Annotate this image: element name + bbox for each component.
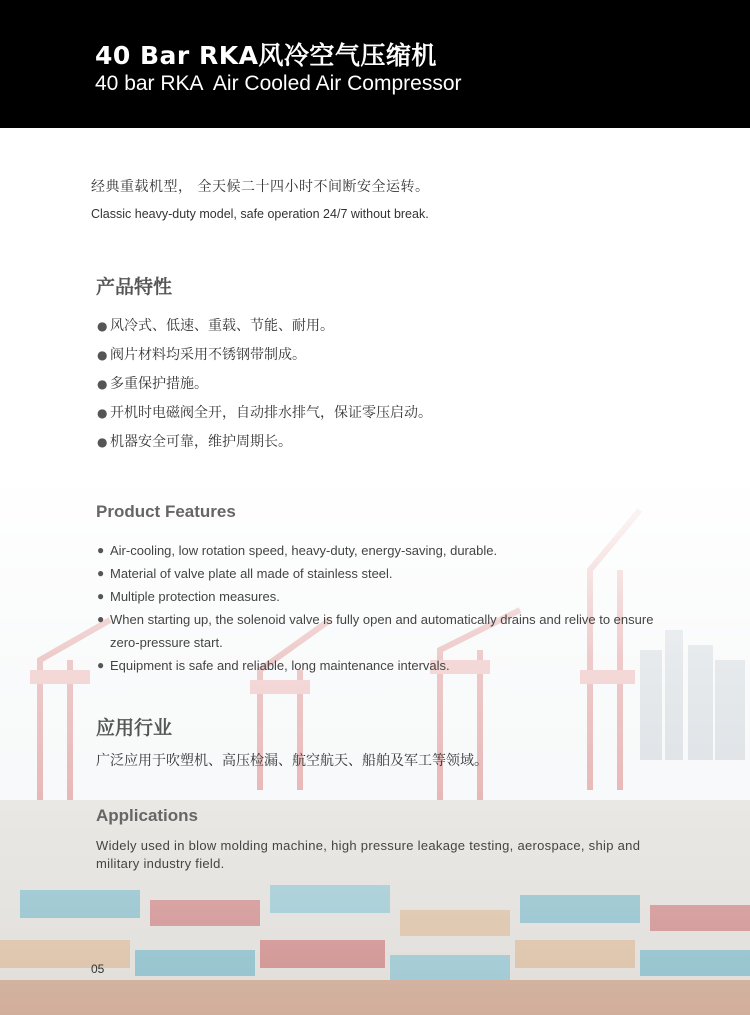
applications-text-cn: 广泛应用于吹塑机、高压检漏、航空航天、船舶及军工等领域。 [96,753,488,769]
list-item: ● When starting up, the solenoid valve is fully open and automatically drains and relive to ensure zero-pressure start. [96,608,686,654]
bullet-icon: ● [97,566,105,580]
bullet-icon: ● [97,406,108,420]
bullet-icon: ● [97,543,105,557]
bullet-icon: ● [97,612,105,626]
list-item: ● 风冷式、低速、重载、节能、耐用。 [97,318,334,334]
list-item: ● 开机时电磁阀全开，自动排水排气，保证零压启动。 [97,405,432,421]
bullet-icon: ● [97,589,105,603]
list-item: ● Material of valve plate all made of stainless steel. [96,562,686,585]
features-heading-cn: 产品特性 [96,276,173,298]
features-heading-en: Product Features [96,502,236,521]
list-item: ● 阀片材料均采用不锈钢带制成。 [97,347,306,363]
page-number: 05 [91,962,105,976]
applications-heading-en: Applications [96,806,199,825]
list-item: ● 多重保护措施。 [97,376,208,392]
applications-text-en: Widely used in blow molding machine, high pressure leakage testing, aerospace, ship and military industry field. [96,838,641,871]
list-item: ● 机器安全可靠，维护周期长。 [97,434,292,450]
bullet-icon: ● [97,377,108,391]
bullet-icon: ● [97,435,108,449]
list-item: ● Equipment is safe and reliable, long maintenance intervals. [96,654,686,677]
features-list-en [96,539,686,677]
features-list-cn [96,316,432,461]
bullet-icon: ● [97,319,108,333]
intro-text-en: Classic heavy-duty model, safe operation 24/7 without break. [91,207,429,221]
bullet-icon: ● [97,658,105,672]
list-item: ● Air-cooling, low rotation speed, heavy-duty, energy-saving, durable. [96,539,686,562]
list-item: ● Multiple protection measures. [96,585,686,608]
intro-text-cn: 经典重载机型， 全天候二十四小时不间断安全运转。 [91,179,430,195]
page-title-en: 40 bar RKA Air Cooled Air Compressor [95,72,462,95]
bullet-icon: ● [97,348,108,362]
applications-heading-cn: 应用行业 [96,717,173,739]
page-title-cn: 40 Bar RKA风冷空气压缩机 [95,41,437,70]
